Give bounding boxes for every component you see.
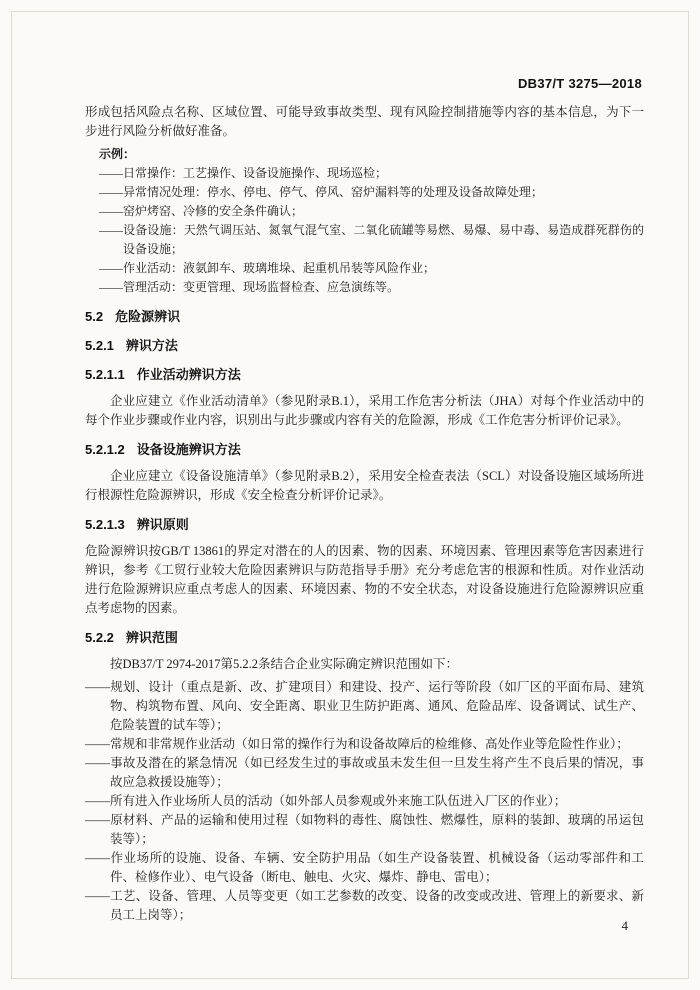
scope-item: ——作业场所的设施、设备、车辆、安全防护用品（如生产设备装置、机械设备（运动零部件和工件、检修作业）、电气设备（断电、触电、火灾、爆炸、静电、雷电）； bbox=[85, 851, 644, 884]
section-paragraph-5-2-1-1: 企业应建立《作业活动清单》（参见附录B.1），采用工作危害分析法（JHA）对每个作业活动中的每个作业步骤或作业内容，识别出与此步骤或内容有关的危险源，形成《工作危害分析评价记录》。 bbox=[85, 394, 644, 427]
section-heading-5-2-1-1 bbox=[85, 365, 644, 384]
example-item: ——日常操作：工艺操作、设备设施操作、现场巡检； bbox=[99, 166, 388, 180]
scope-item: ——工艺、设备、管理、人员等变更（如工艺参数的改变、设备的改变或改进、管理上的新要求、新员工上岗等）； bbox=[85, 889, 644, 922]
section-paragraph-5-2-2: 按DB37/T 2974-2017第5.2.2条结合企业实际确定辨识范围如下： bbox=[110, 657, 459, 671]
section-title: 辨识原则 bbox=[136, 517, 189, 532]
scope-item: ——常规和非常规作业活动（如日常的操作行为和设备故障后的检维修、高处作业等危险性作业）； bbox=[85, 737, 629, 751]
section-heading-5-2-2 bbox=[85, 628, 644, 647]
example-item: ——设备设施：天然气调压站、氮氧气混气室、二氧化硫罐等易燃、易爆、易中毒、易造成群死群伤的设备设施； bbox=[99, 223, 644, 256]
scope-item: ——原材料、产品的运输和使用过程（如物料的毒性、腐蚀性、燃爆性，原料的装卸、玻璃的吊运包装等）； bbox=[85, 813, 644, 846]
section-number: 5.2.1.3 bbox=[85, 517, 125, 532]
section-heading-5-2-1-2 bbox=[85, 440, 644, 459]
example-block bbox=[99, 145, 644, 297]
example-item: ——管理活动：变更管理、现场监督检查、应急演练等。 bbox=[99, 280, 400, 294]
scope-list bbox=[85, 678, 644, 925]
section-title: 设备设施辨识方法 bbox=[136, 442, 241, 457]
section-heading-5-2-1 bbox=[85, 336, 644, 355]
section-number: 5.2 bbox=[85, 309, 104, 324]
section-paragraph-5-2-1-3: 危险源辨识按GB/T 13861的界定对潜在的人的因素、物的因素、环境因素、管理因素等危害因素进行辨识，参考《工贸行业较大危险因素辨识与防范指导手册》充分考虑危害的根源和性质。对作业活动进行危险源辨识应重点考虑人的因素、环境因素、物的不安全状态，对设备设施进行危险源辨识应重点考虑物的因素。 bbox=[85, 544, 644, 615]
section-number: 5.2.1.1 bbox=[85, 367, 125, 382]
example-item: ——异常情况处理：停水、停电、停气、停风、窑炉漏料等的处理及设备故障处理； bbox=[99, 185, 544, 199]
example-label: 示例： bbox=[99, 147, 136, 161]
section-title: 危险源辨识 bbox=[115, 309, 181, 324]
section-paragraph-5-2-1-2: 企业应建立《设备设施清单》（参见附录B.2），采用安全检查表法（SCL）对设备设施区域场所进行根源性危险源辨识，形成《安全检查分析评价记录》。 bbox=[85, 469, 644, 502]
section-title: 作业活动辨识方法 bbox=[136, 367, 241, 382]
section-number: 5.2.2 bbox=[85, 630, 114, 645]
example-item: ——作业活动：液氨卸车、玻璃堆垛、起重机吊装等风险作业； bbox=[99, 261, 436, 275]
document-header bbox=[518, 76, 642, 91]
scope-item: ——规划、设计（重点是新、改、扩建项目）和建设、投产、运行等阶段（如厂区的平面布局、建筑物、构筑物布置、风向、安全距离、职业卫生防护距离、通风、危险品库、设备调试、试生产、危险装置的试车等）； bbox=[85, 680, 644, 732]
example-item: ——窑炉烤窑、冷修的安全条件确认； bbox=[99, 204, 304, 218]
section-title: 辨识范围 bbox=[125, 630, 178, 645]
document-body bbox=[85, 103, 644, 925]
section-title: 辨识方法 bbox=[125, 338, 178, 353]
scope-item: ——所有进入作业场所人员的活动（如外部人员参观或外来施工队伍进入厂区的作业）； bbox=[85, 794, 567, 808]
section-heading-5-2 bbox=[85, 307, 644, 326]
scope-item: ——事故及潜在的紧急情况（如已经发生过的事故或虽未发生但一旦发生将产生不良后果的情况，事故应急救援设施等）； bbox=[85, 756, 644, 789]
section-number: 5.2.1.2 bbox=[85, 442, 125, 457]
section-heading-5-2-1-3 bbox=[85, 515, 644, 534]
standard-number: DB37/T 3275—2018 bbox=[517, 76, 642, 91]
page-number: 4 bbox=[621, 918, 628, 933]
section-number: 5.2.1 bbox=[85, 338, 114, 353]
intro-paragraph: 形成包括风险点名称、区域位置、可能导致事故类型、现有风险控制措施等内容的基本信息，为下一步进行风险分析做好准备。 bbox=[85, 105, 644, 138]
